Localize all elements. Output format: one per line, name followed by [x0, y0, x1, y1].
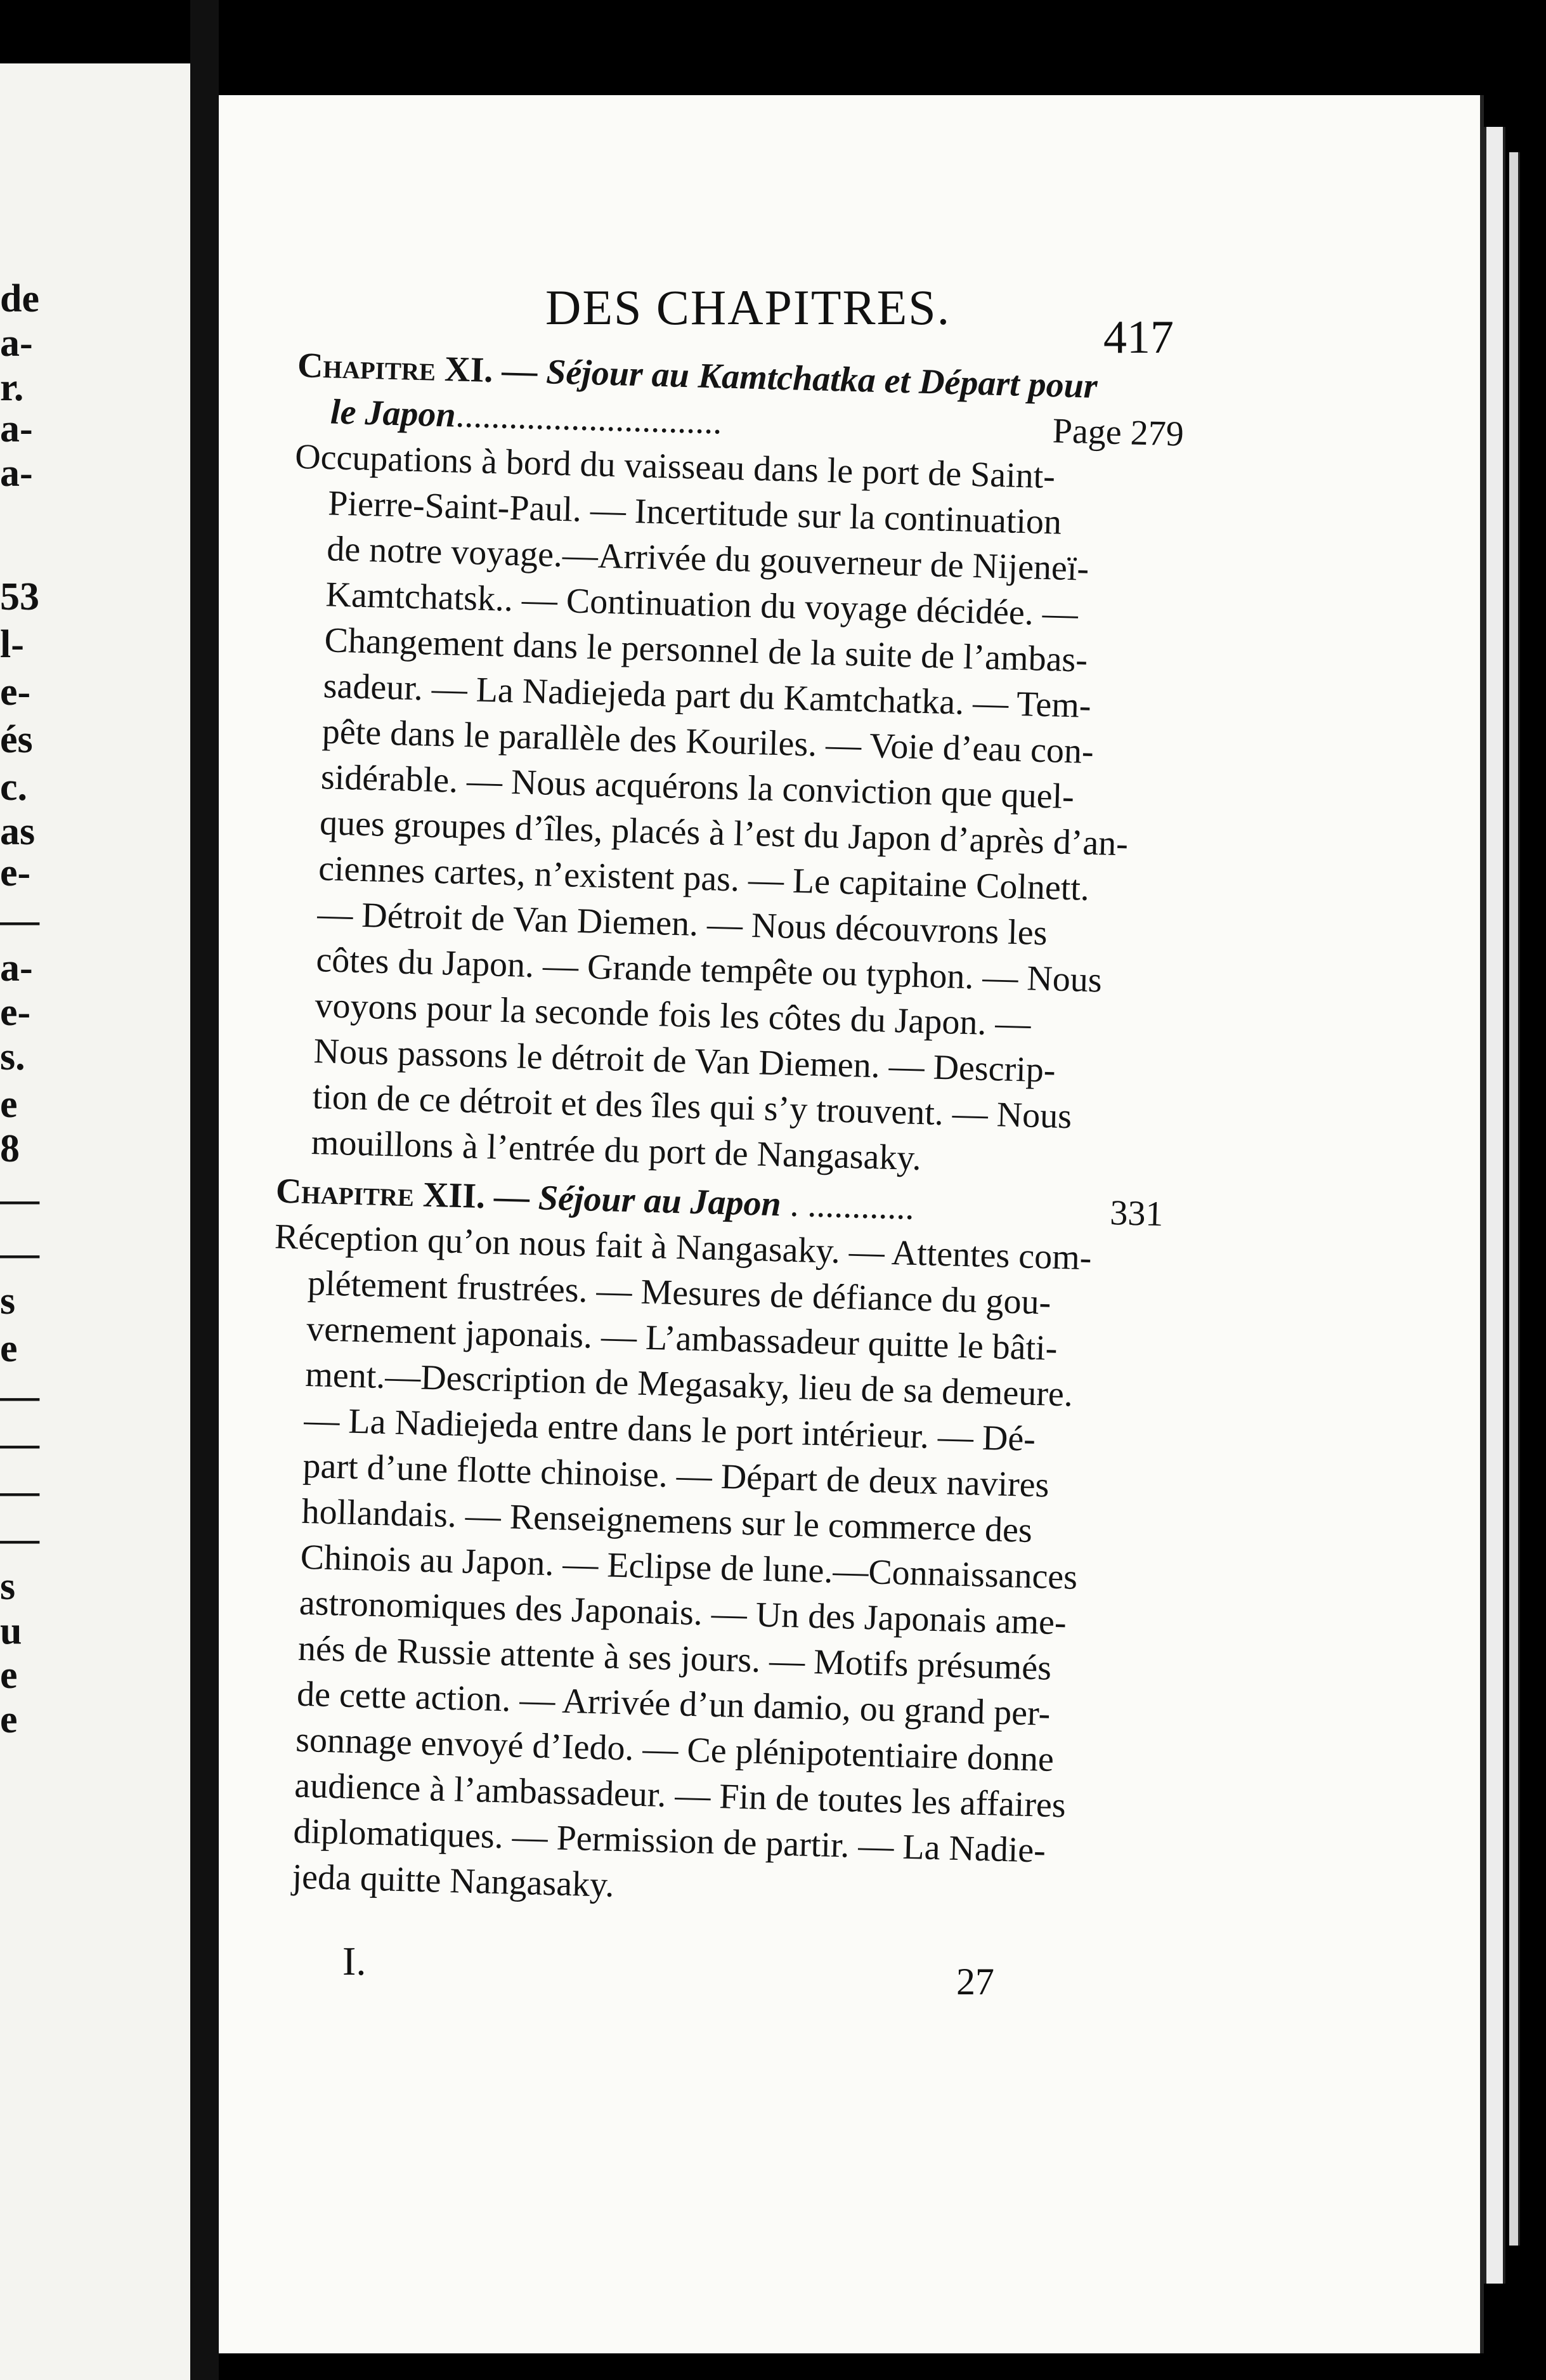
left-page-fragment: a- [0, 407, 33, 450]
chapter-12-page-ref: 331 [1109, 1193, 1164, 1234]
summary-line: astronomiques des Japonais. — Un des Japonais ame- [299, 1583, 1067, 1643]
chapter-12-title: Séjour au Japon [538, 1178, 782, 1224]
summary-line: côtes du Japon. — Grande tempête ou typhon. — Nous [315, 940, 1103, 1000]
left-page-fragment: e [0, 1654, 18, 1697]
summary-line: Nous passons le détroit de Van Diemen. — Descrip- [313, 1031, 1056, 1090]
chapter-11-page-ref: Page 279 [1052, 411, 1185, 454]
summary-line: Chinois au Japon. — Eclipse de lune.—Connaissances [300, 1537, 1078, 1597]
summary-line: sonnage envoyé d’Iedo. — Ce plénipotentiaire donne [295, 1720, 1055, 1779]
chapter-11-title: Séjour au Kamtchatka et Départ pour [545, 352, 1098, 407]
summary-line: tion de ce détroit et des îles qui s’y trouvent. — Nous [312, 1077, 1072, 1137]
page-edge [1484, 127, 1505, 2284]
summary-line: Kamtchatsk.. — Continuation du voyage décidée. — [325, 575, 1079, 634]
left-page-fragment: 8 [0, 1127, 20, 1170]
summary-line: mouillons à l’entrée du port de Nangasaky. [311, 1122, 922, 1179]
chapter-12-summary [257, 1214, 1163, 1922]
left-page-fragment: — [0, 899, 39, 942]
left-page-fragment: e- [0, 851, 31, 894]
chapter-12-label: Chapitre XII. — [275, 1171, 530, 1218]
left-page-fragment: e [0, 1698, 18, 1741]
left-page-fragment: de [0, 277, 39, 320]
chapter-11-title-cont: le Japon [330, 392, 457, 435]
left-page-fragment: e [0, 1083, 18, 1126]
left-page-fragment: — [0, 1517, 39, 1560]
left-page-fragment: — [0, 1422, 39, 1465]
left-page-fragment: as [0, 810, 36, 853]
page-number: 417 [1103, 311, 1174, 363]
left-page-fragment: 53 [0, 575, 39, 618]
summary-line: de cette action. — Arrivée d’un damio, ou grand per- [296, 1674, 1051, 1734]
volume-mark: I. [342, 1939, 367, 1984]
summary-line: Pierre-Saint-Paul. — Incertitude sur la continuation [327, 483, 1062, 542]
left-page-fragment: r. [0, 366, 24, 409]
summary-line: voyons pour la seconde fois les côtes du Japon. — [314, 986, 1032, 1044]
left-page-fragment: — [0, 1470, 39, 1513]
running-title: DES CHAPITRES. [545, 280, 951, 335]
summary-line: jeda quitte Nangasaky. [291, 1857, 615, 1905]
chapter-12-leader: . ............ [789, 1184, 915, 1227]
summary-line: part d’une flotte chinoise. — Départ de deux navires [302, 1446, 1050, 1505]
summary-line: diplomatiques. — Permission de partir. — La Nadie- [292, 1811, 1046, 1871]
left-page-fragment: e- [0, 991, 31, 1034]
left-page-fragment: s [0, 1565, 16, 1608]
summary-line: Occupations à bord du vaisseau dans le port de Saint- [294, 436, 1056, 497]
summary-line: pête dans le parallèle des Kouriles. — Voie d’eau con- [322, 712, 1095, 772]
signature-mark: 27 [956, 1961, 994, 2003]
summary-line: nés de Russie attente à ses jours. — Motifs présumés [297, 1628, 1052, 1688]
summary-line: vernement japonais. — L’ambassadeur quitte le bâti- [306, 1309, 1058, 1368]
summary-line: de notre voyage.—Arrivée du gouverneur de Nijeneï- [326, 529, 1089, 589]
summary-line: ques groupes d’îles, placés à l’est du Japon d’après d’an- [319, 803, 1129, 864]
left-page-fragment: l- [0, 623, 24, 666]
left-page-fragment: — [0, 1232, 39, 1275]
summary-line: audience à l’ambassadeur. — Fin de toutes les affaires [294, 1765, 1067, 1826]
left-page-fragment: s. [0, 1035, 25, 1078]
summary-line: sidérable. — Nous acquérons la conviction que quel- [320, 757, 1075, 817]
summary-line: — Détroit de Van Diemen. — Nous découvrons les [316, 894, 1048, 953]
page-edge-inner [1509, 152, 1520, 2246]
left-page-fragment: a- [0, 452, 33, 495]
left-page-fragment: e [0, 1327, 18, 1370]
left-page-fragment: u [0, 1609, 22, 1652]
chapter-11-label: Chapitre XI. — [297, 345, 538, 391]
summary-line: Changement dans le personnel de la suite de l’ambas- [323, 620, 1088, 680]
left-page-fragment: és [0, 718, 33, 761]
summary-line: hollandais. — Renseignemens sur le commerce des [301, 1491, 1033, 1550]
left-page-fragment: a- [0, 946, 33, 990]
left-page-fragment: — [0, 1178, 39, 1221]
left-page-fragment: s [0, 1279, 16, 1323]
summary-line: plétement frustrées. — Mesures de défiance du gou- [307, 1263, 1052, 1323]
summary-line: ciennes cartes, n’existent pas. — Le capitaine Colnett. [318, 849, 1090, 908]
book-gutter [190, 0, 219, 2380]
chapter-11-summary [276, 434, 1183, 1187]
table-of-contents [257, 343, 1186, 1922]
left-page-fragment: — [0, 1375, 39, 1418]
left-page-fragment: e- [0, 670, 31, 714]
chapter-11-leader: .............................. [455, 395, 723, 442]
summary-line: — La Nadiejeda entre dans le port intérieur. — Dé- [303, 1400, 1036, 1460]
summary-line: sadeur. — La Nadiejeda part du Kamtchatka. — Tem- [323, 666, 1092, 726]
left-page-fragment: c. [0, 766, 28, 809]
summary-line: ment.—Description de Megasaky, lieu de sa demeure. [304, 1354, 1074, 1415]
summary-line: Réception qu’on nous fait à Nangasaky. — Attentes com- [274, 1217, 1093, 1278]
left-page-fragment: a- [0, 322, 33, 365]
left-facing-page [0, 63, 190, 2380]
